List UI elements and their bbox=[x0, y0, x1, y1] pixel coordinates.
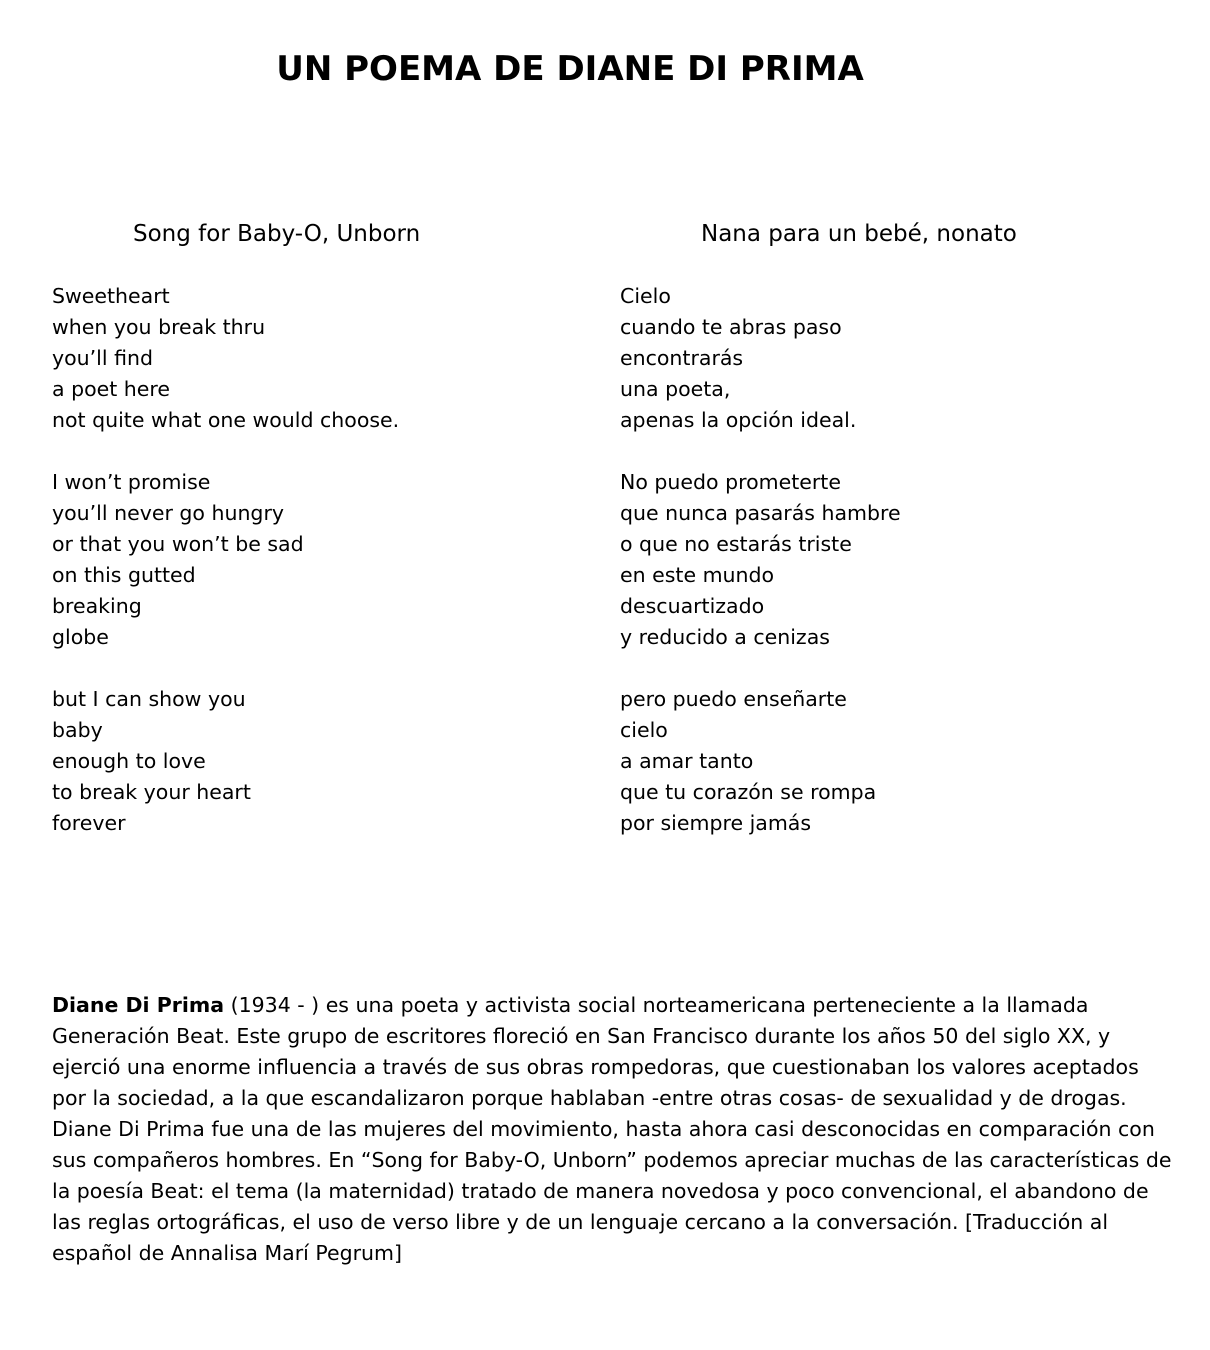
poem-line: en este mundo bbox=[620, 563, 775, 587]
poem-title-spanish: Nana para un bebé, nonato bbox=[701, 221, 1017, 247]
poem-line: que nunca pasarás hambre bbox=[620, 501, 901, 525]
poem-line: descuartizado bbox=[620, 594, 765, 618]
poem-line: cielo bbox=[620, 718, 668, 742]
page-title: UN POEMA DE DIANE DI PRIMA bbox=[276, 49, 864, 89]
poem-line: encontrarás bbox=[620, 346, 744, 370]
stanza-3-english bbox=[52, 684, 572, 839]
poem-line: baby bbox=[52, 718, 103, 742]
poem-line: you’ll never go hungry bbox=[52, 501, 285, 525]
poem-line: when you break thru bbox=[52, 315, 266, 339]
poem-line: que tu corazón se rompa bbox=[620, 780, 877, 804]
poem-line: o que no estarás triste bbox=[620, 532, 852, 556]
poem-title-english: Song for Baby-O, Unborn bbox=[133, 221, 421, 247]
poem-line: globe bbox=[52, 625, 109, 649]
poem-line: Cielo bbox=[620, 284, 671, 308]
stanza-2-spanish bbox=[620, 467, 1160, 653]
poem-spanish bbox=[620, 216, 1160, 870]
poem-line: forever bbox=[52, 811, 126, 835]
stanza-3-spanish bbox=[620, 684, 1160, 839]
poem-line: a poet here bbox=[52, 377, 170, 401]
poem-line: y reducido a cenizas bbox=[620, 625, 830, 649]
poem-line: not quite what one would choose. bbox=[52, 408, 400, 432]
poem-line: Sweetheart bbox=[52, 284, 170, 308]
poem-line: por siempre jamás bbox=[620, 811, 812, 835]
poem-line: apenas la opción ideal. bbox=[620, 408, 857, 432]
author-name: Diane Di Prima bbox=[52, 993, 225, 1017]
poem-line: or that you won’t be sad bbox=[52, 532, 304, 556]
poem-line: you’ll find bbox=[52, 346, 154, 370]
poem-english bbox=[52, 216, 572, 870]
author-bio bbox=[52, 990, 1177, 1269]
stanza-1-spanish bbox=[620, 281, 1160, 436]
poem-line: breaking bbox=[52, 594, 142, 618]
poem-line: but I can show you bbox=[52, 687, 246, 711]
author-bio-text: (1934 - ) es una poeta y activista social norteamericana perteneciente a la llamada Generación Beat. Este grupo de escritores floreció en San Francisco durante los años 50 del siglo XX, y ejerció una enorme influencia a través de sus obras rompedoras, que cuestionaban los valores aceptados por la sociedad, a la que escandalizaron porque hablaban -entre otras cosas- de sexualidad y de drogas. Diane Di Prima fue una de las mujeres del movimiento, hasta ahora casi desconocidas en comparación con sus compañeros hombres. En “Song for Baby-O, Unborn” podemos apreciar muchas de las características de la poesía Beat: el tema (la maternidad) tratado de manera novedosa y poco convencional, el abandono de las reglas ortográficas, el uso de verso libre y de un lenguaje cercano a la conversación. [Traducción al español de Annalisa Marí Pegrum] bbox=[52, 993, 1172, 1265]
poem-line: to break your heart bbox=[52, 780, 251, 804]
poem-line: I won’t promise bbox=[52, 470, 211, 494]
poem-line: pero puedo enseñarte bbox=[620, 687, 847, 711]
poem-line: on this gutted bbox=[52, 563, 196, 587]
poem-line: cuando te abras paso bbox=[620, 315, 842, 339]
stanza-2-english bbox=[52, 467, 572, 653]
poem-line: una poeta, bbox=[620, 377, 731, 401]
poem-line: No puedo prometerte bbox=[620, 470, 841, 494]
poem-line: enough to love bbox=[52, 749, 206, 773]
stanza-1-english bbox=[52, 281, 572, 436]
poem-line: a amar tanto bbox=[620, 749, 754, 773]
